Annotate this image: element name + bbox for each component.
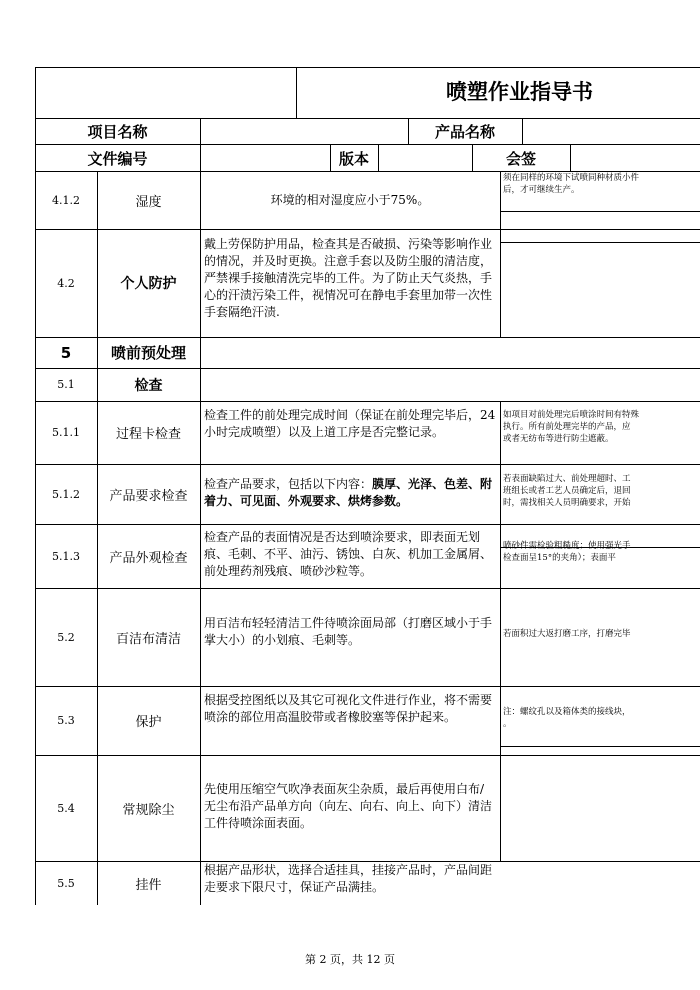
row-note: 须在同样的环境下试喷同种材质小件 后，才可继续生产。 <box>503 173 640 195</box>
row-number: 5.1 <box>57 378 75 391</box>
row-number: 5.2 <box>57 630 75 644</box>
row-name: 挂件 <box>135 877 162 893</box>
row-note: 若表面缺陷过大、前处理超时、工 班组长或者工艺人员确定后，退回 时，需找相关人员明确要求，开始 <box>503 474 631 508</box>
product-name-label: 产品名称 <box>434 123 495 141</box>
product-name-value[interactable] <box>523 119 700 144</box>
row-note: 注：螺纹孔以及箱体类的接线块， 。 <box>503 707 631 729</box>
row-content: 先使用压缩空气吹净表面灰尘杂质，最后再使用白布/无尘布沿产品单方向（向左、向右、向上、向下）清洁工件待喷涂面表面。 <box>204 782 493 830</box>
file-number-value[interactable] <box>201 145 330 171</box>
row-content: 戴上劳保防护用品，检查其是否破损、污染等影响作业的情况，并及时更换。注意手套以及防尘服的清洁度，严禁裸手接触清洗完毕的工件。为了防止天气炎热，手心的汗渍污染工件，视情况可在静电手套里加带一次性手套隔绝汗渍. <box>204 237 493 319</box>
project-name-label: 项目名称 <box>87 123 148 141</box>
row-name: 百洁布清洁 <box>115 631 181 647</box>
row-name: 过程卡检查 <box>115 427 181 442</box>
row-content: 环境的相对湿度应小于75%。 <box>270 192 430 207</box>
row-name: 常规除尘 <box>122 802 175 818</box>
section-title: 喷前预处理 <box>110 344 186 362</box>
row-number: 4.2 <box>57 276 75 290</box>
row-content: 检查工件的前处理完成时间（保证在前处理完毕后，24小时完成喷塑）以及上道工序是否完整记录。 <box>204 408 496 439</box>
row-content: 检查产品的表面情况是否达到喷涂要求，即表面无划痕、毛刺、不平、油污、锈蚀、白灰、机加工金属屑、前处理药剂残痕、喷砂沙粒等。 <box>204 530 493 578</box>
row-number: 5.4 <box>57 801 75 815</box>
row-content <box>200 476 500 522</box>
row-note: 若面积过大返打磨工序，打磨完毕 <box>503 629 631 639</box>
row-number: 5.1.2 <box>52 487 80 501</box>
row-content-emphasis: 膜厚、光泽、色差、附着力、可见面、外观要求、烘烤参数。 <box>204 477 493 508</box>
version-value[interactable] <box>379 145 472 171</box>
row-content-text: 检查产品要求，包括以下内容： <box>204 477 373 491</box>
row-content: 用百洁布轻轻清洁工件待喷涂面局部（打磨区域小于手掌大小）的小划痕、毛刺等。 <box>204 616 493 647</box>
project-name-value[interactable] <box>201 119 408 144</box>
row-number: 5.1.3 <box>52 549 80 563</box>
row-name: 湿度 <box>135 194 162 210</box>
row-name: 检查 <box>134 377 163 394</box>
row-note: 喷砂件需检验粗糙度；使用强光手 检查面呈15°的夹角）；表面平 <box>503 541 631 563</box>
file-number-label: 文件编号 <box>87 149 148 168</box>
row-content: 根据受控图纸以及其它可视化文件进行作业，将不需要喷涂的部位用高温胶带或者橡胶塞等保护起来。 <box>204 693 493 724</box>
row-content: 根据产品形状，选择合适挂具，挂接产品时，产品间距走要求下限尺寸，保证产品满挂。 <box>204 863 493 894</box>
row-number: 5.1.1 <box>52 426 80 439</box>
page-footer: 第 2 页，共 12 页 <box>305 953 395 966</box>
row-number: 5.3 <box>57 714 75 727</box>
countersign-value[interactable] <box>571 145 700 171</box>
row-note: 如项目对前处理完后喷涂时间有特殊 执行。所有前处理完毕的产品，应 或者无纺布等进行防尘遮蔽。 <box>503 410 640 444</box>
row-name: 个人防护 <box>120 276 177 292</box>
row-name: 产品要求检查 <box>109 488 188 504</box>
document-title: 喷塑作业指导书 <box>446 80 593 104</box>
version-label: 版本 <box>338 149 369 168</box>
row-name: 保护 <box>135 715 162 730</box>
section-number: 5 <box>60 343 72 362</box>
row-name: 产品外观检查 <box>109 550 188 566</box>
row-number: 4.1.2 <box>52 193 80 207</box>
countersign-label: 会签 <box>505 149 536 168</box>
row-number: 5.5 <box>57 876 75 890</box>
